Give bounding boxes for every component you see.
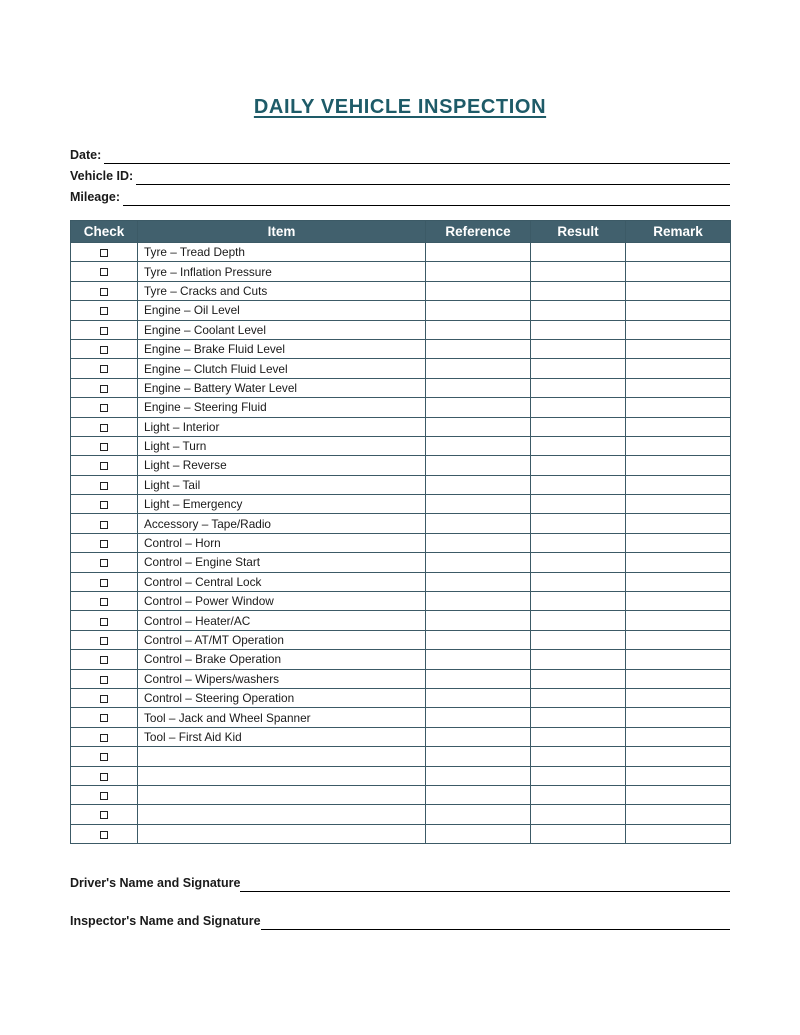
checkbox-icon[interactable] [100, 676, 108, 684]
result-cell[interactable] [531, 417, 626, 436]
remark-cell[interactable] [626, 708, 731, 727]
checkbox-icon[interactable] [100, 753, 108, 761]
reference-cell[interactable] [426, 475, 531, 494]
remark-cell[interactable] [626, 417, 731, 436]
remark-cell[interactable] [626, 436, 731, 455]
remark-cell[interactable] [626, 650, 731, 669]
reference-cell[interactable] [426, 243, 531, 262]
remark-cell[interactable] [626, 747, 731, 766]
inspection-table-header [71, 221, 731, 243]
item-cell: Tyre – Inflation Pressure [138, 262, 426, 281]
checkbox-icon[interactable] [100, 656, 108, 664]
check-cell [71, 785, 138, 804]
check-cell [71, 708, 138, 727]
item-cell: Control – Engine Start [138, 553, 426, 572]
result-cell[interactable] [531, 320, 626, 339]
remark-cell[interactable] [626, 727, 731, 746]
checkbox-icon[interactable] [100, 579, 108, 587]
checkbox-icon[interactable] [100, 268, 108, 276]
result-cell[interactable] [531, 572, 626, 591]
table-row [71, 824, 731, 843]
item-cell: Control – Wipers/washers [138, 669, 426, 688]
check-cell [71, 805, 138, 824]
checkbox-icon[interactable] [100, 346, 108, 354]
date-field-row [70, 143, 730, 164]
check-cell [71, 436, 138, 455]
result-cell[interactable] [531, 592, 626, 611]
item-cell: Engine – Brake Fluid Level [138, 339, 426, 358]
reference-cell[interactable] [426, 417, 531, 436]
check-cell [71, 514, 138, 533]
check-cell [71, 611, 138, 630]
item-cell: Accessory – Tape/Radio [138, 514, 426, 533]
reference-cell[interactable] [426, 378, 531, 397]
reference-cell[interactable] [426, 281, 531, 300]
check-cell [71, 630, 138, 649]
remark-cell[interactable] [626, 669, 731, 688]
table-row [71, 669, 731, 688]
check-cell [71, 262, 138, 281]
checkbox-icon[interactable] [100, 404, 108, 412]
table-row [71, 359, 731, 378]
checkbox-icon[interactable] [100, 288, 108, 296]
table-row [71, 281, 731, 300]
item-cell [138, 805, 426, 824]
item-cell: Control – Steering Operation [138, 688, 426, 707]
checkbox-icon[interactable] [100, 540, 108, 548]
result-cell[interactable] [531, 514, 626, 533]
reference-cell[interactable] [426, 805, 531, 824]
checkbox-icon[interactable] [100, 695, 108, 703]
remark-cell[interactable] [626, 495, 731, 514]
remark-cell[interactable] [626, 378, 731, 397]
item-cell: Control – AT/MT Operation [138, 630, 426, 649]
inspector-signature-line[interactable] [261, 914, 730, 930]
checkbox-icon[interactable] [100, 811, 108, 819]
item-cell [138, 747, 426, 766]
reference-cell[interactable] [426, 688, 531, 707]
table-row [71, 747, 731, 766]
item-cell [138, 824, 426, 843]
reference-cell[interactable] [426, 320, 531, 339]
result-cell[interactable] [531, 281, 626, 300]
reference-cell[interactable] [426, 747, 531, 766]
result-cell[interactable] [531, 398, 626, 417]
remark-cell[interactable] [626, 611, 731, 630]
checkbox-icon[interactable] [100, 792, 108, 800]
table-row [71, 688, 731, 707]
checkbox-icon[interactable] [100, 327, 108, 335]
checkbox-icon[interactable] [100, 385, 108, 393]
check-cell [71, 281, 138, 300]
remark-cell[interactable] [626, 533, 731, 552]
check-cell [71, 339, 138, 358]
check-cell [71, 243, 138, 262]
remark-cell[interactable] [626, 824, 731, 843]
result-cell[interactable] [531, 262, 626, 281]
remark-cell[interactable] [626, 514, 731, 533]
remark-cell[interactable] [626, 785, 731, 804]
table-row [71, 301, 731, 320]
checkbox-icon[interactable] [100, 598, 108, 606]
reference-cell[interactable] [426, 727, 531, 746]
result-cell[interactable] [531, 456, 626, 475]
reference-cell[interactable] [426, 630, 531, 649]
item-cell: Engine – Oil Level [138, 301, 426, 320]
item-cell [138, 785, 426, 804]
vehicle-id-input-line[interactable] [136, 169, 730, 185]
date-label: Date: [70, 148, 102, 162]
item-cell: Tool – First Aid Kid [138, 727, 426, 746]
check-cell [71, 688, 138, 707]
check-cell [71, 592, 138, 611]
check-cell [71, 727, 138, 746]
result-cell[interactable] [531, 611, 626, 630]
reference-cell[interactable] [426, 669, 531, 688]
checkbox-icon[interactable] [100, 424, 108, 432]
item-cell: Control – Brake Operation [138, 650, 426, 669]
checkbox-icon[interactable] [100, 714, 108, 722]
table-row [71, 243, 731, 262]
remark-cell[interactable] [626, 359, 731, 378]
reference-cell[interactable] [426, 398, 531, 417]
reference-cell[interactable] [426, 533, 531, 552]
item-cell: Tool – Jack and Wheel Spanner [138, 708, 426, 727]
remark-cell[interactable] [626, 262, 731, 281]
driver-signature-row [70, 870, 730, 892]
driver-signature-line[interactable] [240, 876, 730, 892]
reference-cell[interactable] [426, 514, 531, 533]
check-cell [71, 398, 138, 417]
check-cell [71, 320, 138, 339]
item-cell: Engine – Clutch Fluid Level [138, 359, 426, 378]
check-cell [71, 824, 138, 843]
result-cell[interactable] [531, 359, 626, 378]
mileage-field-row [70, 185, 730, 206]
item-cell: Light – Tail [138, 475, 426, 494]
result-cell[interactable] [531, 339, 626, 358]
table-row [71, 339, 731, 358]
column-header-remark: Remark [626, 221, 731, 243]
item-cell: Light – Emergency [138, 495, 426, 514]
result-cell[interactable] [531, 630, 626, 649]
result-cell[interactable] [531, 688, 626, 707]
check-cell [71, 650, 138, 669]
vehicle-id-field-row [70, 164, 730, 185]
header-row [71, 221, 731, 243]
result-cell[interactable] [531, 824, 626, 843]
table-row [71, 592, 731, 611]
check-cell [71, 475, 138, 494]
table-row [71, 417, 731, 436]
remark-cell[interactable] [626, 398, 731, 417]
table-row [71, 650, 731, 669]
result-cell[interactable] [531, 785, 626, 804]
date-input-line[interactable] [104, 148, 730, 164]
page-title: DAILY VEHICLE INSPECTION [253, 96, 547, 118]
table-row [71, 572, 731, 591]
item-cell: Control – Power Window [138, 592, 426, 611]
table-row [71, 436, 731, 455]
check-cell [71, 766, 138, 785]
column-header-check: Check [71, 221, 138, 243]
inspection-table-body [71, 243, 731, 844]
item-cell: Light – Turn [138, 436, 426, 455]
remark-cell[interactable] [626, 281, 731, 300]
checkbox-icon[interactable] [100, 501, 108, 509]
table-row [71, 630, 731, 649]
column-header-result: Result [531, 221, 626, 243]
table-row [71, 475, 731, 494]
checkbox-icon[interactable] [100, 831, 108, 839]
remark-cell[interactable] [626, 475, 731, 494]
table-row [71, 611, 731, 630]
remark-cell[interactable] [626, 243, 731, 262]
checkbox-icon[interactable] [100, 773, 108, 781]
table-row [71, 708, 731, 727]
reference-cell[interactable] [426, 824, 531, 843]
check-cell [71, 495, 138, 514]
column-header-reference: Reference [426, 221, 531, 243]
result-cell[interactable] [531, 805, 626, 824]
item-cell: Engine – Battery Water Level [138, 378, 426, 397]
inspector-signature-label: Inspector's Name and Signature [70, 914, 261, 929]
result-cell[interactable] [531, 378, 626, 397]
remark-cell[interactable] [626, 301, 731, 320]
table-row [71, 398, 731, 417]
check-cell [71, 553, 138, 572]
checkbox-icon[interactable] [100, 462, 108, 470]
check-cell [71, 533, 138, 552]
item-cell: Tyre – Cracks and Cuts [138, 281, 426, 300]
remark-cell[interactable] [626, 688, 731, 707]
table-row [71, 553, 731, 572]
column-header-item: Item [138, 221, 426, 243]
table-row [71, 456, 731, 475]
table-row [71, 495, 731, 514]
remark-cell[interactable] [626, 805, 731, 824]
item-cell: Control – Central Lock [138, 572, 426, 591]
checkbox-icon[interactable] [100, 307, 108, 315]
remark-cell[interactable] [626, 339, 731, 358]
reference-cell[interactable] [426, 436, 531, 455]
reference-cell[interactable] [426, 495, 531, 514]
check-cell [71, 669, 138, 688]
reference-cell[interactable] [426, 708, 531, 727]
result-cell[interactable] [531, 650, 626, 669]
reference-cell[interactable] [426, 262, 531, 281]
check-cell [71, 417, 138, 436]
driver-signature-label: Driver's Name and Signature [70, 876, 241, 891]
reference-cell[interactable] [426, 611, 531, 630]
result-cell[interactable] [531, 766, 626, 785]
result-cell[interactable] [531, 669, 626, 688]
reference-cell[interactable] [426, 359, 531, 378]
result-cell[interactable] [531, 533, 626, 552]
reference-cell[interactable] [426, 553, 531, 572]
remark-cell[interactable] [626, 456, 731, 475]
checkbox-icon[interactable] [100, 734, 108, 742]
reference-cell[interactable] [426, 572, 531, 591]
table-row [71, 785, 731, 804]
table-row [71, 727, 731, 746]
vehicle-id-label: Vehicle ID: [70, 169, 134, 183]
reference-cell[interactable] [426, 301, 531, 320]
checkbox-icon[interactable] [100, 249, 108, 257]
check-cell [71, 572, 138, 591]
check-cell [71, 747, 138, 766]
header-fields [70, 143, 730, 206]
result-cell[interactable] [531, 436, 626, 455]
item-cell: Light – Reverse [138, 456, 426, 475]
remark-cell[interactable] [626, 572, 731, 591]
check-cell [71, 456, 138, 475]
remark-cell[interactable] [626, 553, 731, 572]
result-cell[interactable] [531, 747, 626, 766]
result-cell[interactable] [531, 727, 626, 746]
reference-cell[interactable] [426, 766, 531, 785]
item-cell: Control – Horn [138, 533, 426, 552]
result-cell[interactable] [531, 495, 626, 514]
result-cell[interactable] [531, 708, 626, 727]
item-cell: Light – Interior [138, 417, 426, 436]
checkbox-icon[interactable] [100, 521, 108, 529]
mileage-label: Mileage: [70, 190, 121, 204]
remark-cell[interactable] [626, 320, 731, 339]
reference-cell[interactable] [426, 785, 531, 804]
remark-cell[interactable] [626, 630, 731, 649]
inspector-signature-row [70, 908, 730, 930]
item-cell: Engine – Coolant Level [138, 320, 426, 339]
table-row [71, 378, 731, 397]
table-row [71, 262, 731, 281]
checkbox-icon[interactable] [100, 365, 108, 373]
remark-cell[interactable] [626, 592, 731, 611]
check-cell [71, 378, 138, 397]
inspection-table [70, 220, 731, 844]
result-cell[interactable] [531, 243, 626, 262]
checkbox-icon[interactable] [100, 618, 108, 626]
item-cell: Tyre – Tread Depth [138, 243, 426, 262]
remark-cell[interactable] [626, 766, 731, 785]
table-row [71, 320, 731, 339]
table-row [71, 766, 731, 785]
signature-section [70, 870, 730, 930]
item-cell: Engine – Steering Fluid [138, 398, 426, 417]
table-row [71, 514, 731, 533]
result-cell[interactable] [531, 553, 626, 572]
table-row [71, 533, 731, 552]
checkbox-icon[interactable] [100, 482, 108, 490]
result-cell[interactable] [531, 301, 626, 320]
reference-cell[interactable] [426, 456, 531, 475]
reference-cell[interactable] [426, 339, 531, 358]
mileage-input-line[interactable] [123, 190, 730, 206]
checkbox-icon[interactable] [100, 559, 108, 567]
checkbox-icon[interactable] [100, 443, 108, 451]
table-row [71, 805, 731, 824]
reference-cell[interactable] [426, 650, 531, 669]
result-cell[interactable] [531, 475, 626, 494]
check-cell [71, 301, 138, 320]
item-cell: Control – Heater/AC [138, 611, 426, 630]
reference-cell[interactable] [426, 592, 531, 611]
checkbox-icon[interactable] [100, 637, 108, 645]
check-cell [71, 359, 138, 378]
item-cell [138, 766, 426, 785]
